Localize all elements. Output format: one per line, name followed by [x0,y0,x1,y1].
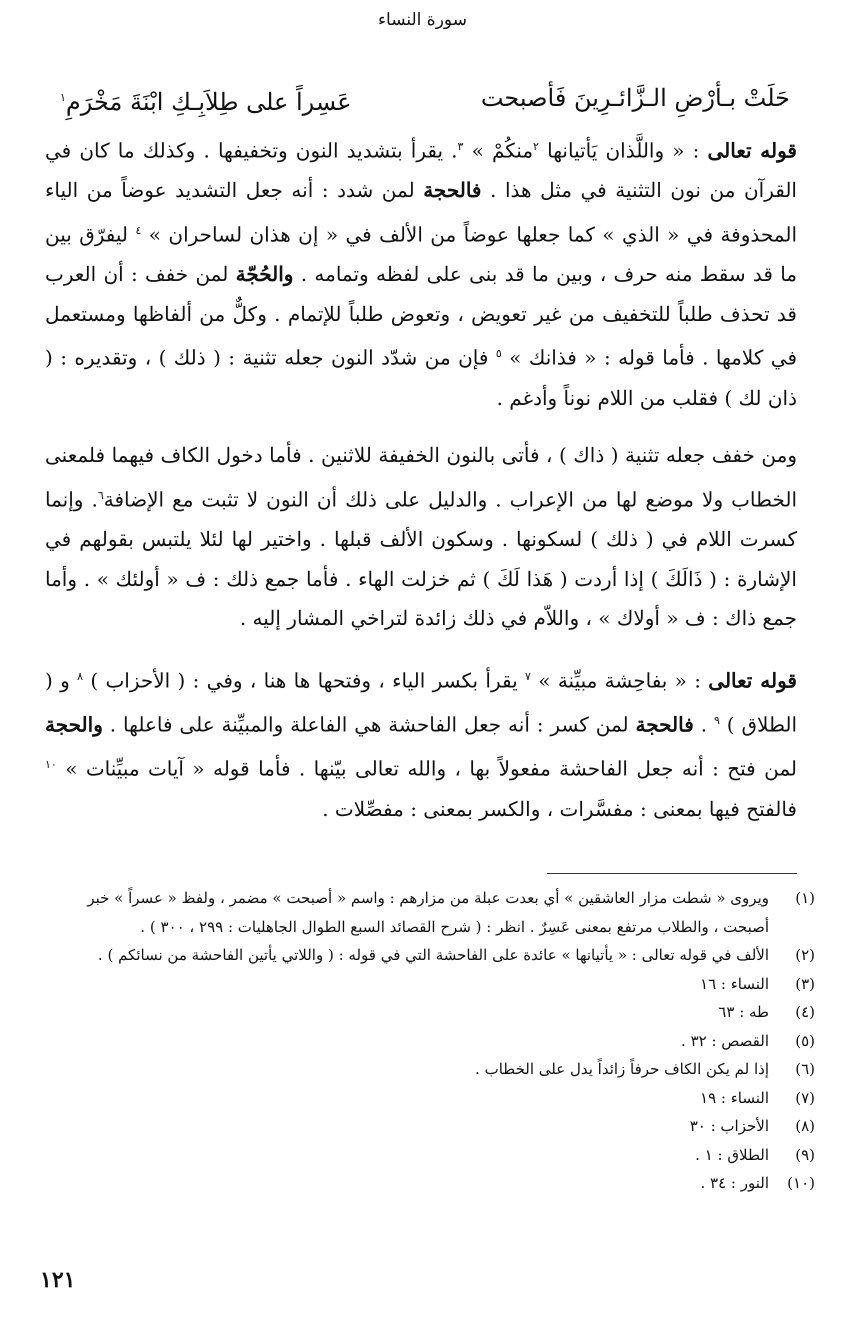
text-run: ومن خفف جعله تثنية ( ذاك ) ، فأتى بالنون الخفيفة للاثنين . فأما دخول الكاف فيهما فلمعنى الخطاب ولا موضع لها من الإعراب . والدليل على ذلك أن النون لا تثبت مع الإضافة [45,443,797,512]
text-run: فإن من شدّد النون جعله تثنية : ( ذلك ) ، وتقديره : ( ذان لك ) فقلب من اللام نوناً وأدغم . [45,345,797,410]
footnotes [45,884,815,1198]
page-number: ١٢١ [40,1267,76,1293]
paragraph [45,657,797,829]
main-text [45,127,797,829]
text-run: لمن كسر : أنه جعل الفاحشة هي الفاعلة والمبيِّنة على فاعلها . [102,712,636,737]
text-run: . [693,712,714,737]
footnote-number: (١٠) [787,1174,815,1192]
footnote-text: طه : ٦٣ [718,1003,769,1021]
footnote-number: (٤) [795,1003,815,1021]
footnote [45,1141,815,1170]
footnote-ref: ٩ [713,714,720,727]
footnote-ref: ٨ [77,669,84,683]
footnote-ref: ١٠ [45,758,57,772]
footnote-number: (٣) [795,974,815,993]
text-run: يقرأ بكسر الياء ، وفتحها ها هنا ، وفي : ( الأحزاب ) [83,668,526,693]
footnote-text: إذا لم يكن الكاف حرفاً زائداً يدل على الخطاب . [475,1060,769,1078]
footnote-number: (٦) [795,1060,815,1078]
footnote-ref: ٢ [533,140,539,153]
footnote-text: ويروى « شطت مزار العاشقين » أي بعدت عبلة من مزارهم : واسم « أصبحت » مضمر ، ولفظ « عسراً » خبر أصبحت ، والطلاب مرتفع بمعنى عَسِرٌ . انظر : ( شرح القصائد السبع الطوال الجاهليات : ٢٩٩ ، ٣٠٠ ) . [87,889,769,936]
footnote-separator [547,873,797,874]
text-run: لمن فتح : أنه جعل الفاحشة مفعولاً بها ، والله تعالى بيّنها . فأما قوله « آيات مبيِّنات » [56,756,797,781]
text-run: منكُمْ » [463,138,534,163]
bold-term: والحُجّة [235,262,294,287]
footnote-ref: ٥ [495,347,502,361]
text-run: . يقرأ بتشديد النون وتخفيفها . وكذلك ما كان في القرآن من نون التثنية في مثل هذا . [45,138,797,203]
footnote [45,1169,815,1198]
footnote-text: القصص : ٣٢ . [681,1031,769,1050]
verse-left-hemistich: عَسِراً على طِلاَبِـكِ ابْنَةَ مَخْرَمِ$^١$ [60,88,352,116]
text-run: لمن خفف : أن العرب قد تحذف طلباً للتخفيف من غير تعويض ، وتعوض طلباً للإتمام . وكلٌّ من ألفاظها ومستعمل في كلامها . فأما قوله : « فذانك » [45,262,798,370]
paragraph [45,436,797,639]
footnote [45,970,815,999]
text-run: ليفرّق بين ما قد سقط منه حرف ، وبين ما قد بنى على لفظه وتمامه . [45,222,797,287]
footnote-text: الأحزاب : ٣٠ [689,1117,769,1135]
text-run: لمن شدد : أنه جعل التشديد عوضاً من الياء المحذوفة في « الذي » كما جعلها عوضاً من الألف في « إن هذان لساحران » [45,178,797,247]
bold-term: قوله تعالى [708,668,797,693]
footnote-number: (٧) [795,1088,815,1107]
footnote [45,884,815,941]
footnote-ref: ٦ [97,488,104,502]
text-run: فالفتح فيها بمعنى : مفسَّرات ، والكسر بمعنى : مفصِّلات . [322,796,797,821]
footnote-ref: ٧ [525,669,531,683]
footnote [45,998,815,1027]
footnote [45,1084,815,1113]
footnote-text: النساء : ١٦ [700,974,769,993]
footnote-text: النور : ٣٤ . [700,1174,769,1192]
text-run: : « واللَّذان يَأتيانها [538,138,708,163]
footnote-number: (٩) [795,1145,815,1164]
text-run: و ( الطلاق ) [45,668,797,737]
verse-footnote-ref: ١ [60,91,66,104]
bold-term: والحجة [45,712,103,737]
footnote-ref: ٣ [457,140,464,153]
footnote [45,1027,815,1056]
bold-term: قوله تعالى [707,138,797,163]
footnote-number: (٨) [795,1117,815,1135]
footnote-number: (٢) [795,946,815,964]
text-run: . وإنما كسرت اللام في ( ذلك ) لسكونها . وسكون الألف قبلها . واختير لها لئلا يلتبس بقولهم في الإشارة : ( ذَالَكَ ) إذا أردت ( هَذا لَكَ ) ثم خزلت الهاء . فأما جمع ذلك : ف « أولئك » . وأما جمع ذاك : ف « أولاك » ، واللاّم في ذلك زائدة لتراخي المشار إليه . [45,487,797,631]
footnote-text: الألف في قوله تعالى : « يأتيانها » عائدة على الفاحشة التي في قوله : ( واللاتي يأتين الفاحشة من نسائكم ) . [97,946,769,964]
bold-term: فالحجة [423,178,482,203]
footnote-text: النساء : ١٩ [700,1088,769,1107]
footnote [45,1112,815,1141]
footnote-number: (٥) [795,1031,815,1050]
text-run: : « بفاحِشة مبيِّنة » [530,668,709,693]
bold-term: فالحجة [635,712,694,737]
footnote-ref: ٤ [135,223,142,237]
poetry-verse [60,78,790,122]
verse-right-hemistich: حَلَتْ بـأرْضِ الـزَّائـرِينَ فَأصبحت [480,84,790,112]
footnote [45,941,815,970]
running-header: سورة النساء [378,10,467,30]
paragraph [45,127,797,418]
footnote-text: الطلاق : ١ . [695,1145,769,1164]
footnote-number: (١) [795,889,815,907]
footnote [45,1055,815,1084]
